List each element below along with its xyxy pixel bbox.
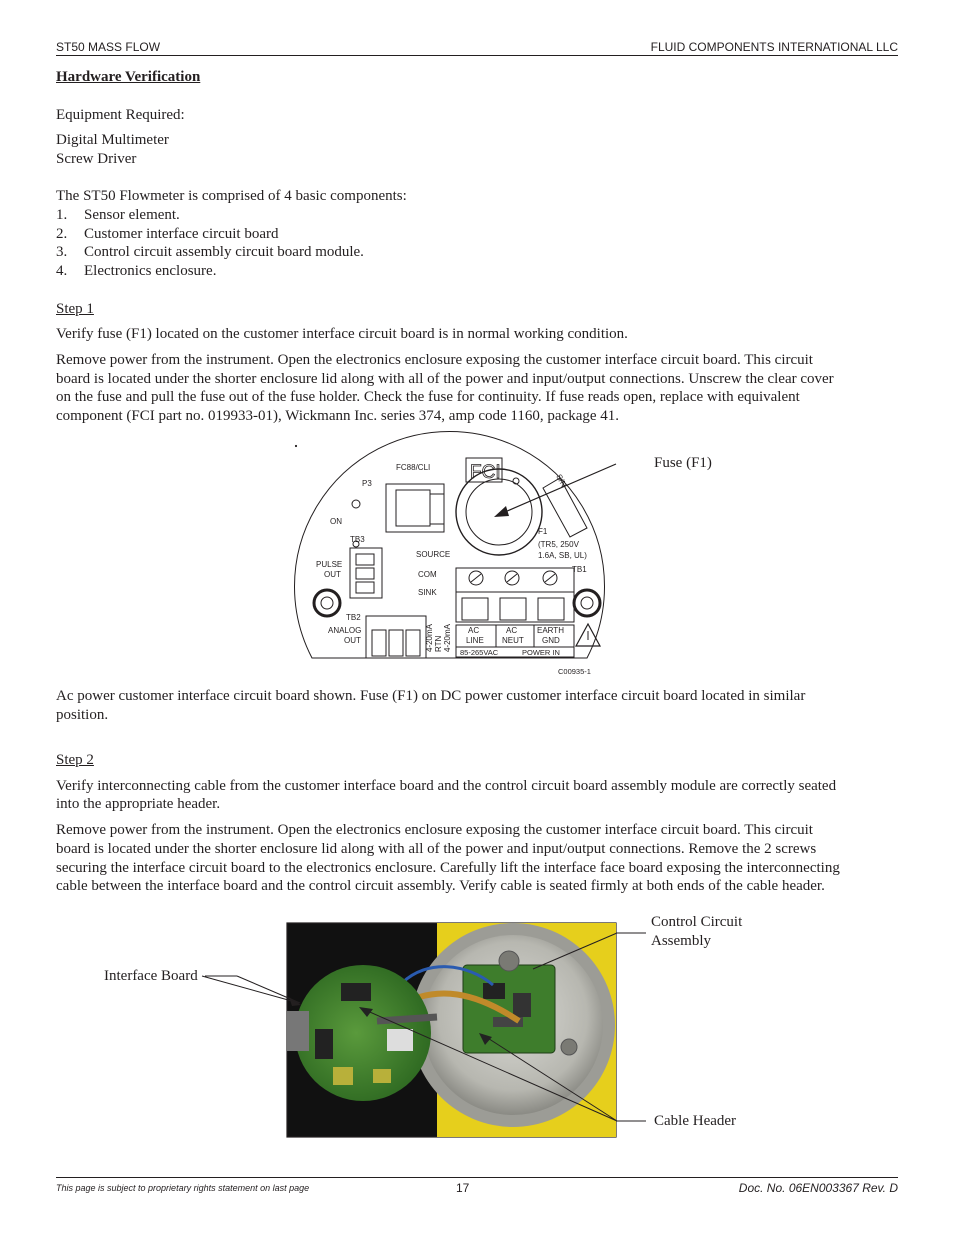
header-left: ST50 MASS FLOW — [56, 40, 161, 54]
label-f1: F1 — [538, 527, 548, 536]
equipment-item: Digital Multimeter — [56, 132, 169, 148]
footer-right: Doc. No. 06EN003367 Rev. D — [738, 1181, 898, 1195]
label-ac2: AC — [506, 626, 518, 635]
step1-title: Step 1 — [56, 301, 94, 317]
page-number: 17 — [456, 1181, 470, 1195]
label-ma2: 4-20mA — [443, 623, 452, 652]
label-sink: SINK — [418, 588, 437, 597]
component-text: Sensor element. — [84, 207, 180, 223]
label-tb2: TB2 — [346, 613, 361, 622]
interface-board-label: Interface Board — [104, 968, 198, 984]
control-circuit-label-1: Control Circuit — [651, 914, 743, 930]
fuse-callout-label: Fuse (F1) — [654, 455, 712, 471]
step2-para1-line: Verify interconnecting cable from the customer interface board and the control circuit board assembly module are correctly seated — [56, 778, 837, 794]
label-p3: P3 — [362, 479, 372, 488]
label-ma1: 4-20mA — [425, 623, 434, 652]
step2-title: Step 2 — [56, 752, 94, 768]
step2-para2-line: cable between the interface board and the control circuit assembly. Verify cable is seated firmly at both ends of the cable header. — [56, 878, 825, 894]
footer-left: This page is subject to proprietary rights statement on last page — [56, 1183, 310, 1193]
figure1-caption-line: position. — [56, 707, 109, 723]
label-com: COM — [418, 570, 437, 579]
label-gnd: GND — [542, 636, 560, 645]
label-source: SOURCE — [416, 550, 451, 559]
label-tb1: TB1 — [572, 565, 587, 574]
label-on: ON — [330, 517, 342, 526]
step1-para1: Verify fuse (F1) located on the customer interface circuit board is in normal working condition. — [56, 326, 628, 342]
label-neut: NEUT — [502, 636, 524, 645]
label-earth: EARTH — [537, 626, 564, 635]
component-number: 3. — [56, 244, 68, 260]
component-text: Electronics enclosure. — [84, 263, 217, 279]
label-out: OUT — [324, 570, 341, 579]
label-drawing-no: C00935-1 — [558, 667, 591, 676]
label-fc: FC88/CLI — [396, 463, 431, 472]
label-line: LINE — [466, 636, 484, 645]
section-title: Hardware Verification — [56, 69, 201, 85]
label-sn: S/N — [554, 472, 569, 489]
label-tb3: TB3 — [350, 535, 365, 544]
label-fci: FCI — [470, 462, 501, 483]
label-f1-spec1: (TR5, 250V — [538, 540, 579, 549]
components-intro: The ST50 Flowmeter is comprised of 4 basic components: — [56, 188, 407, 204]
component-number: 4. — [56, 263, 68, 279]
step2-para2-line: securing the interface circuit board to the electronics enclosure. Carefully lift the interface face board exposing the interconnecting — [56, 860, 840, 876]
component-text: Control circuit assembly circuit board module. — [84, 244, 364, 260]
step2-para1-line: into the appropriate header. — [56, 796, 221, 812]
label-f1-spec2: 1.6A, SB, UL) — [538, 551, 587, 560]
step1-para2-line: on the fuse and pull the fuse out of the fuse holder. Check the fuse for continuity. If fuse reads open, replace with equivalent — [56, 389, 800, 405]
component-number: 2. — [56, 226, 68, 242]
component-text: Customer interface circuit board — [84, 226, 279, 242]
label-analog: ANALOG — [328, 626, 362, 635]
equipment-heading: Equipment Required: — [56, 107, 185, 123]
cable-header-label: Cable Header — [654, 1113, 737, 1129]
step1-para2-line: component (FCI part no. 019933-01), Wickmann Inc. series 374, amp code 1160, package 41. — [56, 408, 620, 424]
footer-rule — [56, 1177, 898, 1178]
label-pulse: PULSE — [316, 560, 343, 569]
label-out2: OUT — [344, 636, 361, 645]
step1-para2-line: board is located under the shorter enclosure lid along with all of the power and input/output connections. Unscrew the clear cover — [56, 371, 834, 387]
component-number: 1. — [56, 207, 68, 223]
header-right: FLUID COMPONENTS INTERNATIONAL LLC — [650, 40, 898, 54]
step1-para2-line: Remove power from the instrument. Open the electronics enclosure exposing the customer interface circuit board. This circuit — [56, 352, 813, 368]
label-power-in: POWER IN — [522, 648, 560, 657]
label-volt: 85-265VAC — [460, 648, 499, 657]
label-rtn: RTN — [434, 635, 443, 652]
equipment-item: Screw Driver — [56, 151, 137, 167]
control-circuit-label-2: Assembly — [651, 933, 711, 949]
step2-para2-line: Remove power from the instrument. Open the electronics enclosure exposing the customer interface circuit board. This circuit — [56, 822, 813, 838]
label-ac: AC — [468, 626, 480, 635]
figure1-caption-line: Ac power customer interface circuit board shown. Fuse (F1) on DC power customer interface circuit board located in similar — [56, 688, 806, 704]
step2-para2-line: board is located under the shorter enclosure lid along with all of the power and input/output connections. Remove the 2 screws — [56, 841, 817, 857]
